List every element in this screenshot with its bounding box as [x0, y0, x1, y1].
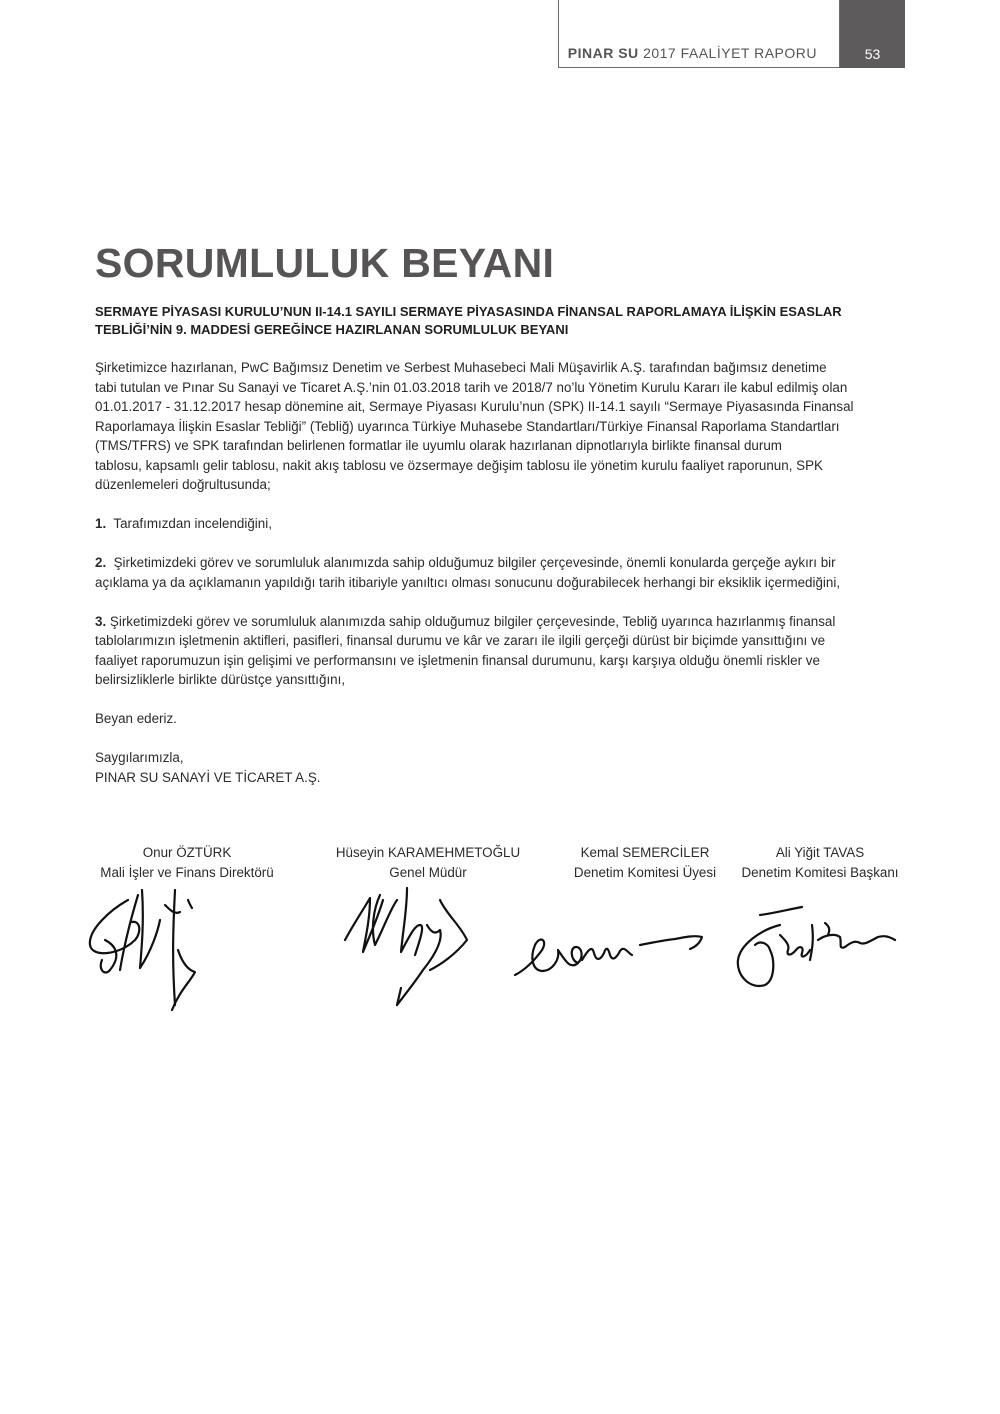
intro-line: Şirketimizce hazırlanan, PwC Bağımsız Denetim ve Serbest Muhasebeci Mali Müşavirlik A.Ş. tarafından bağımsız denetime [95, 360, 827, 375]
item-line: belirsizliklerle birlikte dürüstçe yansıttığını, [95, 672, 346, 687]
intro-paragraph [95, 358, 900, 495]
header-report-title: 2017 FAALİYET RAPORU [643, 45, 817, 61]
item-line: tablolarımızın işletmenin aktifleri, pasifleri, finansal durumu ve kâr ve zararı ile ilgili gerçeği dürüst bir biçimde yansıttığını ve [95, 633, 826, 648]
intro-line: tablosu, kapsamlı gelir tablosu, nakit akış tablosu ve özsermaye değişim tablosu ile yönetim kurulu faaliyet raporunun, SPK [95, 457, 823, 473]
signatory-3 [560, 843, 730, 882]
header-box [558, 0, 840, 68]
declaration: Beyan ederiz. [95, 711, 177, 726]
statement-item-2 [95, 553, 900, 592]
item-line: Tarafımızdan incelendiğini, [113, 516, 272, 531]
item-number: 1. [95, 516, 107, 531]
signatory-role: Denetim Komitesi Üyesi [573, 864, 717, 880]
regards: Saygılarımızla, [95, 750, 184, 765]
intro-line: Raporlamaya İlişkin Esaslar Tebliği” (Tebliğ) uyarınca Türkiye Muhasebe Standartları/Türkiye Finansal Raporlama Standartları [95, 418, 840, 434]
page-subtitle [95, 303, 895, 339]
signature-4-image [730, 895, 900, 1000]
item-number: 3. [95, 613, 107, 629]
statement-body [95, 358, 900, 787]
company-name: PINAR SU SANAYİ VE TİCARET A.Ş. [95, 769, 321, 785]
intro-line: (TMS/TFRS) ve SPK tarafından belirlenen formatlar ile uyumlu olarak hazırlanan dipnotlarıyla birlikte finansal durum [95, 438, 782, 453]
signature-2-image [335, 870, 480, 1015]
item-line: Şirketimizdeki görev ve sorumluluk alanımızda sahip olduğumuz bilgiler çerçevesinde, önemli konularda gerçeğe aykırı bir [113, 555, 836, 570]
signatory-role: Denetim Komitesi Başkanı [741, 864, 899, 880]
signatory-role: Genel Müdür [389, 864, 467, 880]
item-line: Şirketimizdeki görev ve sorumluluk alanımızda sahip olduğumuz bilgiler çerçevesinde, Tebliğ uyarınca hazırlanmış finansal [109, 613, 836, 629]
item-line: faaliyet raporumuzun işin gelişimi ve performansını ve işletmenin finansal durumunu, karşı karşıya olduğu önemli riskler ve [95, 652, 820, 668]
signatory-4 [734, 843, 906, 882]
intro-line: tabi tutulan ve Pınar Su Sanayi ve Ticaret A.Ş.’nin 01.03.2018 tarih ve 2018/7 no’lu Yönetim Kurulu Kararı ile kabul edilmiş olan [95, 379, 848, 395]
statement-item-1 [95, 514, 900, 534]
item-number: 2. [95, 555, 107, 570]
subtitle-line: SERMAYE PİYASASI KURULU’NUN II-14.1 SAYILI SERMAYE PİYASASINDA FİNANSAL RAPORLAMAYA İLİŞKİN ESASLAR [95, 304, 842, 319]
signatory-name: Ali Yiğit TAVAS [775, 845, 865, 860]
subtitle-line: TEBLİĞİ’NİN 9. MADDESİ GEREĞİNCE HAZIRLANAN SORUMLULUK BEYANI [95, 322, 569, 337]
page-title: SORUMLULUK BEYANI [95, 240, 555, 286]
signatory-role: Mali İşler ve Finans Direktörü [100, 864, 274, 880]
signature-3-image [510, 915, 710, 985]
intro-line: düzenlemeleri doğrultusunda; [95, 477, 271, 492]
header-brand: PINAR SU [567, 45, 639, 61]
signature-1-image [80, 860, 210, 1015]
intro-line: 01.01.2017 - 31.12.2017 hesap dönemine ait, Sermaye Piyasası Kurulu’nun (SPK) II-14.1 sayılı “Sermaye Piyasasında Finansal [95, 399, 854, 414]
running-header [568, 45, 817, 61]
item-line: açıklama ya da açıklamanın yapıldığı tarih itibariyle yanıltıcı olması sonucunu doğurabilecek herhangi bir eksiklik içermediğini, [95, 574, 841, 590]
signatory-name: Kemal SEMERCİLER [580, 845, 710, 860]
page-number: 53 [864, 46, 881, 62]
signatory-name: Hüseyin KARAMEHMETOĞLU [335, 845, 521, 860]
statement-item-3 [95, 612, 900, 690]
page-number-box [840, 0, 905, 68]
signatory-name: Onur ÖZTÜRK [142, 845, 232, 860]
